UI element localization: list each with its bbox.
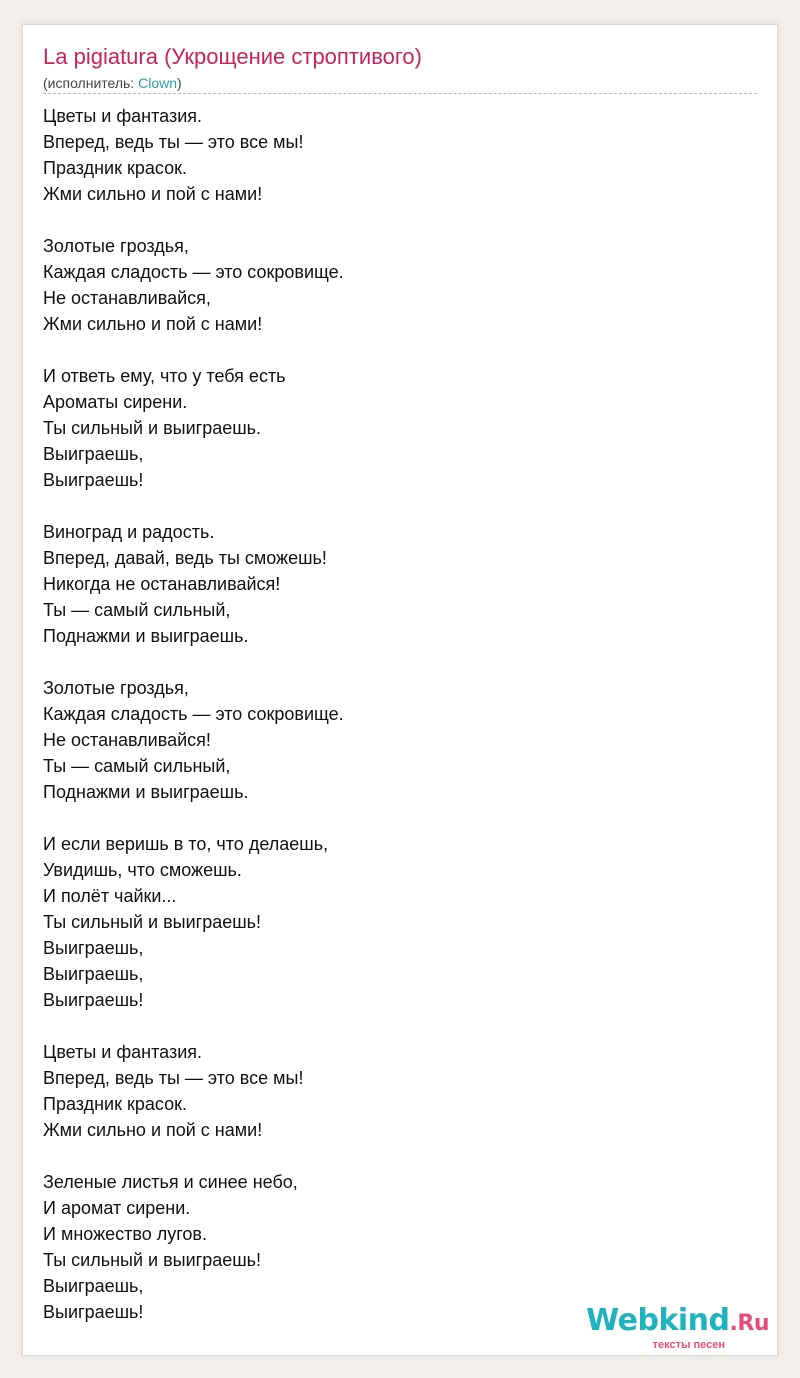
lyrics-stanza	[43, 831, 743, 1013]
lyrics-line: Выиграешь!	[43, 1302, 144, 1322]
lyrics-line: И если веришь в то, что делаешь,	[43, 834, 329, 854]
lyrics-line: Каждая сладость — это сокровище.	[43, 704, 344, 724]
lyrics-line: И множество лугов.	[43, 1224, 207, 1244]
lyrics-stanza	[43, 103, 743, 207]
lyrics-line: И полёт чайки...	[43, 886, 177, 906]
lyrics-line: Выиграешь!	[43, 470, 144, 490]
lyrics-stanza	[43, 233, 743, 337]
lyrics-stanza	[43, 519, 743, 649]
lyrics-body	[43, 103, 743, 1351]
lyrics-line: Выиграешь,	[43, 444, 144, 464]
logo-tagline: тексты песен	[652, 1339, 725, 1351]
lyrics-line: Выиграешь,	[43, 1276, 144, 1296]
lyrics-line: Никогда не останавливайся!	[43, 574, 281, 594]
lyrics-line: Золотые гроздья,	[43, 678, 189, 698]
artist-link[interactable]: Clown	[138, 75, 177, 91]
lyrics-line: Жми сильно и пой с нами!	[43, 1120, 263, 1140]
lyrics-line: Ты — самый сильный,	[43, 600, 231, 620]
title-divider	[43, 93, 757, 94]
lyrics-line: Жми сильно и пой с нами!	[43, 314, 263, 334]
lyrics-line: Поднажми и выиграешь.	[43, 626, 249, 646]
lyrics-stanza	[43, 1039, 743, 1143]
lyrics-card	[22, 24, 778, 1356]
lyrics-line: Праздник красок.	[43, 158, 187, 178]
lyrics-line: Каждая сладость — это сокровище.	[43, 262, 344, 282]
logo-tld: .Ru	[729, 1311, 769, 1336]
song-title: La pigiatura (Укрощение строптивого)	[43, 44, 422, 69]
logo-wordmark	[579, 1305, 769, 1340]
lyrics-line: Поднажми и выиграешь.	[43, 782, 249, 802]
artist-prefix: (исполнитель:	[43, 75, 139, 91]
lyrics-line: Праздник красок.	[43, 1094, 187, 1114]
lyrics-line: Виноград и радость.	[43, 522, 215, 542]
lyrics-line: Не останавливайся,	[43, 288, 211, 308]
logo-main-text: Webkind	[586, 1303, 730, 1338]
artist-suffix: )	[177, 75, 182, 91]
artist-line	[43, 74, 182, 92]
lyrics-line: Ты — самый сильный,	[43, 756, 231, 776]
lyrics-line: Зеленые листья и синее небо,	[43, 1172, 298, 1192]
lyrics-line: Цветы и фантазия.	[43, 106, 202, 126]
lyrics-line: Ароматы сирени.	[43, 392, 188, 412]
lyrics-stanza	[43, 675, 743, 805]
lyrics-line: Вперед, ведь ты — это все мы!	[43, 1068, 304, 1088]
lyrics-line: Выиграешь!	[43, 990, 144, 1010]
lyrics-line: И аромат сирени.	[43, 1198, 191, 1218]
lyrics-line: Жми сильно и пой с нами!	[43, 184, 263, 204]
webkind-logo[interactable]	[579, 1305, 769, 1349]
lyrics-line: Золотые гроздья,	[43, 236, 189, 256]
lyrics-line: Ты сильный и выиграешь!	[43, 912, 262, 932]
lyrics-line: Вперед, ведь ты — это все мы!	[43, 132, 304, 152]
lyrics-line: Ты сильный и выиграешь!	[43, 1250, 262, 1270]
lyrics-stanza	[43, 1169, 743, 1325]
lyrics-stanza	[43, 363, 743, 493]
lyrics-line: И ответь ему, что у тебя есть	[43, 366, 286, 386]
lyrics-line: Выиграешь,	[43, 938, 144, 958]
lyrics-line: Увидишь, что сможешь.	[43, 860, 242, 880]
lyrics-line: Ты сильный и выиграешь.	[43, 418, 262, 438]
lyrics-line: Вперед, давай, ведь ты сможешь!	[43, 548, 327, 568]
lyrics-line: Цветы и фантазия.	[43, 1042, 202, 1062]
lyrics-line: Не останавливайся!	[43, 730, 211, 750]
lyrics-line: Выиграешь,	[43, 964, 144, 984]
